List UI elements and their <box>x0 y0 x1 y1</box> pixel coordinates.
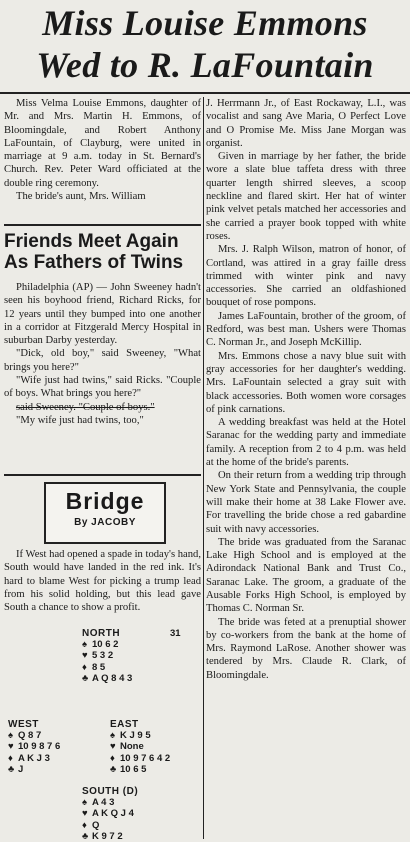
west-diamonds: A K J 3 <box>18 752 50 764</box>
south-label: SOUTH (D) <box>82 786 139 797</box>
north-hearts: 5 3 2 <box>92 650 114 662</box>
east-hearts: None <box>120 741 144 753</box>
north-label: NORTH <box>82 628 121 639</box>
twins-paragraph-3: "Wife just had twins," said Ricks. "Couple of boys. What brings you here?" <box>4 375 201 400</box>
wedding-paragraph-5: Mrs. Emmons chose a navy blue suit with gray accessories for her daughter's wedding. Mrs. LaFountain selected a gray suit with black accessories. Both women wore corsages of pink carnations. <box>206 350 406 415</box>
south-diamonds: Q <box>92 819 100 831</box>
headline <box>0 2 410 86</box>
west-label: WEST <box>8 719 39 730</box>
headline-line-1: Miss Louise Emmons <box>42 3 368 43</box>
diamond-icon: ♦ <box>8 752 13 764</box>
bridge-column-header <box>44 482 166 544</box>
wedding-paragraph-1: J. Herrmann Jr., of East Rockaway, L.I., was vocalist and sang Ave Maria, O Perfect Love and O Promise Me. Miss Jane Morgan was organist. <box>206 98 406 149</box>
south-hearts: A K Q J 4 <box>92 808 134 820</box>
wedding-paragraph-9: The bride was feted at a prenuptial shower by co-workers from the bank at the home of Mrs. Raymond LaRose. Another shower was tendered by Mrs. Claude R. Clark, of Bloomingdale. <box>206 616 406 681</box>
west-spades: Q 8 7 <box>18 730 42 742</box>
bridge-title: Bridge <box>65 488 145 514</box>
headline-line-2: Wed to R. LaFountain <box>36 45 374 85</box>
west-hearts: 10 9 8 7 6 <box>18 741 61 753</box>
bridge-byline: By JACOBY <box>74 517 136 528</box>
wedding-intro <box>4 97 201 203</box>
club-icon: ♣ <box>8 763 15 775</box>
wedding-paragraph-3: Mrs. J. Ralph Wilson, matron of honor, of Cortland, was attired in a gray faille dress trimmed with winter pink and navy accessories. She carried an oldfashioned bouquet of rose pompons. <box>206 244 406 309</box>
deal-number: 31 <box>170 628 181 639</box>
wedding-paragraph-7: On their return from a wedding trip through New York State and Pennsylvania, the couple will make their home at 38 Lake Flower ave. For travelling the bride chose a red gabardine suit with navy accessories. <box>206 470 406 535</box>
twins-struck-line: said Sweeney. "Couple of boys." <box>16 401 155 413</box>
east-label: EAST <box>110 719 139 730</box>
north-spades: 10 6 2 <box>92 639 119 651</box>
north-diamonds: 8 5 <box>92 661 106 673</box>
south-clubs: K 9 7 2 <box>92 830 123 842</box>
section-rule-1 <box>4 224 201 226</box>
north-clubs: A Q 8 4 3 <box>92 672 133 684</box>
east-clubs: 10 6 5 <box>120 763 147 775</box>
twins-story <box>4 281 201 427</box>
spade-icon: ♠ <box>82 639 88 651</box>
spade-icon: ♠ <box>82 797 88 809</box>
diamond-icon: ♦ <box>110 752 115 764</box>
diamond-icon: ♦ <box>82 661 87 673</box>
bridge-text <box>4 548 201 614</box>
heart-icon: ♥ <box>110 741 116 753</box>
east-hand <box>110 719 170 775</box>
wedding-intro-paragraph-2: The bride's aunt, Mrs. William <box>16 191 146 203</box>
twins-paragraph-1: Philadelphia (AP) — John Sweeney hadn't seen his boyhood friend, Richard Ricks, for 12 years until they bumped into one another in a corridor at Fitzgerald Mercy Hospital in suburban Darby yesterday. <box>4 282 201 347</box>
wedding-paragraph-2: Given in marriage by her father, the bride wore a slate blue taffeta dress with three quarter length shirred sleeves, a scoop neckline and flared skirt. Her hat of winter pink velvet petals matched her accessories and she carried a prayer book topped with white roses. <box>206 151 406 242</box>
heart-icon: ♥ <box>82 650 88 662</box>
headline-rule <box>0 92 410 94</box>
wedding-paragraph-8: The bride was graduated from the Saranac Lake High School and is employed at the Adirondack National Bank and Trust Co., Saranac Lake. The groom, a graduate of the Ausable Forks High School, is employed by Thomas C. Norman Sr. <box>206 536 406 615</box>
south-hand <box>82 786 138 842</box>
heart-icon: ♥ <box>82 808 88 820</box>
west-clubs: J <box>18 763 24 775</box>
twins-paragraph-2: "Dick, old boy," said Sweeney, "What brings you here?" <box>4 348 201 373</box>
wedding-continued <box>206 97 406 682</box>
diamond-icon: ♦ <box>82 819 87 831</box>
east-diamonds: 10 9 7 6 4 2 <box>120 752 171 764</box>
wedding-paragraph-6: A wedding breakfast was held at the Hotel Saranac for the wedding party and immediate family. A reception from 2 to 4 p.m. was held at the home of the bride's parents. <box>206 417 406 469</box>
twins-paragraph-4: "My wife just had twins, too," <box>16 414 144 426</box>
north-hand <box>82 628 132 684</box>
section-rule-2 <box>4 474 201 476</box>
west-hand <box>8 719 60 775</box>
column-divider <box>203 97 204 839</box>
club-icon: ♣ <box>110 763 117 775</box>
club-icon: ♣ <box>82 830 89 842</box>
wedding-paragraph-4: James LaFountain, brother of the groom, of Redford, was best man. Ushers were Thomas C. Norman Jr., and Joseph McKillip. <box>206 310 406 349</box>
south-spades: A 4 3 <box>92 797 115 809</box>
club-icon: ♣ <box>82 672 89 684</box>
bridge-paragraph: If West had opened a spade in today's hand, South would have landed in the red ink. It's hard to blame West for picking a trump lead from his solid holding, but this lead gave South a chance to show a profit. <box>4 549 201 614</box>
wedding-intro-paragraph-1: Miss Velma Louise Emmons, daughter of Mr. and Mrs. Martin H. Emmons, of Bloomingdale, and Robert Anthony LaFountain, of Clayburg, were united in marriage at 9 a.m. today in St. Bernard's Church. Rev. Peter Ward officiated at the double ring ceremony. <box>4 98 201 189</box>
heart-icon: ♥ <box>8 741 14 753</box>
east-spades: K J 9 5 <box>120 730 151 742</box>
spade-icon: ♠ <box>110 730 116 742</box>
spade-icon: ♠ <box>8 730 14 742</box>
twins-headline: Friends Meet Again As Fathers of Twins <box>4 231 184 273</box>
